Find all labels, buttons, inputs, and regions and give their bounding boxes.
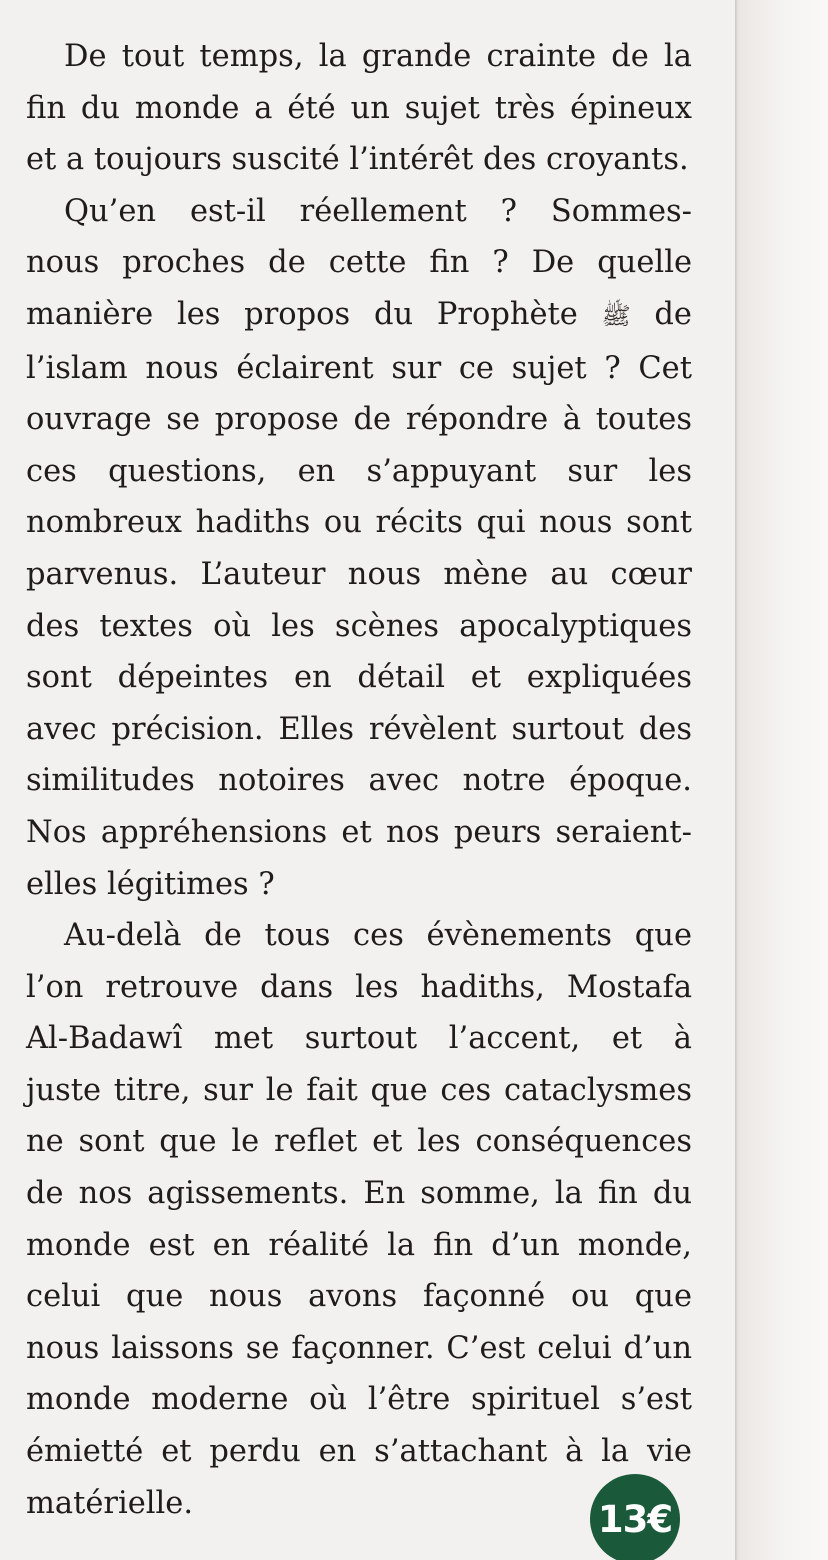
paragraph-2-line: Qu’en est-il réellement ? Sommes- — [64, 193, 692, 229]
paragraph-2-line: similitudes notoires avec notre époque. — [26, 763, 692, 799]
paragraph-3-line: matérielle. — [26, 1485, 194, 1521]
paragraph-3-line: émietté et perdu en s’attachant à la vie — [26, 1434, 692, 1470]
paragraph-2-line: sont dépeintes en détail et expliquées — [26, 660, 692, 696]
paragraph-3-line: Al-Badawî met surtout l’accent, et à — [26, 1021, 692, 1057]
paragraph-2-line-with-glyph — [26, 289, 692, 343]
cover-fold-shadow — [735, 0, 739, 1560]
paragraph-2-line: nous proches de cette fin ? De quelle — [26, 245, 692, 281]
paragraph-3-line: Au-delà de tous ces évènements que — [64, 918, 692, 954]
paragraph-3-line: nous laissons se façonner. C’est celui d’un — [26, 1330, 692, 1366]
paragraph-3-line: monde moderne où l’être spirituel s’est — [26, 1382, 692, 1418]
paragraph-2-line: elles légitimes ? — [26, 866, 275, 902]
paragraph-3-line: monde est en réalité la fin d’un monde, — [26, 1227, 692, 1263]
paragraph-2-line-end: de — [654, 296, 692, 332]
paragraph-3-line: celui que nous avons façonné ou que — [26, 1279, 692, 1315]
paragraph-1-line: et a toujours suscité l’intérêt des croyants. — [26, 142, 689, 178]
paragraph-2-line: l’islam nous éclairent sur ce sujet ? Cet — [26, 350, 692, 386]
salawat-honorific-glyph: ﷺ — [601, 301, 631, 330]
paragraph-1-line: fin du monde a été un sujet très épineux — [26, 90, 692, 126]
paragraph-2-line: ces questions, en s’appuyant sur les — [26, 453, 692, 489]
back-cover-blurb — [26, 31, 692, 1529]
paragraph-1-line: De tout temps, la grande crainte de la — [64, 39, 692, 74]
paragraph-3-line: de nos agissements. En somme, la fin du — [26, 1176, 692, 1212]
paragraph-2-line: parvenus. L’auteur nous mène au cœur — [26, 556, 692, 592]
paragraph-3-line: juste titre, sur le fait que ces cataclysmes — [26, 1072, 692, 1108]
price-badge: 13€ — [590, 1474, 680, 1560]
paragraph-2-line: Nos appréhensions et nos peurs seraient- — [26, 814, 692, 850]
paragraph-3-line: l’on retrouve dans les hadiths, Mostafa — [26, 969, 692, 1005]
paragraph-2-line: nombreux hadiths ou récits qui nous sont — [26, 505, 692, 541]
book-spine-edge — [735, 0, 828, 1560]
paragraph-3-line: ne sont que le reflet et les conséquences — [26, 1124, 692, 1160]
paragraph-2-line-start: manière les propos du Prophète — [26, 296, 578, 332]
paragraph-2-line: avec précision. Elles révèlent surtout des — [26, 711, 692, 747]
paragraph-2-line: ouvrage se propose de répondre à toutes — [26, 402, 692, 438]
paragraph-2-line: des textes où les scènes apocalyptiques — [26, 608, 692, 644]
